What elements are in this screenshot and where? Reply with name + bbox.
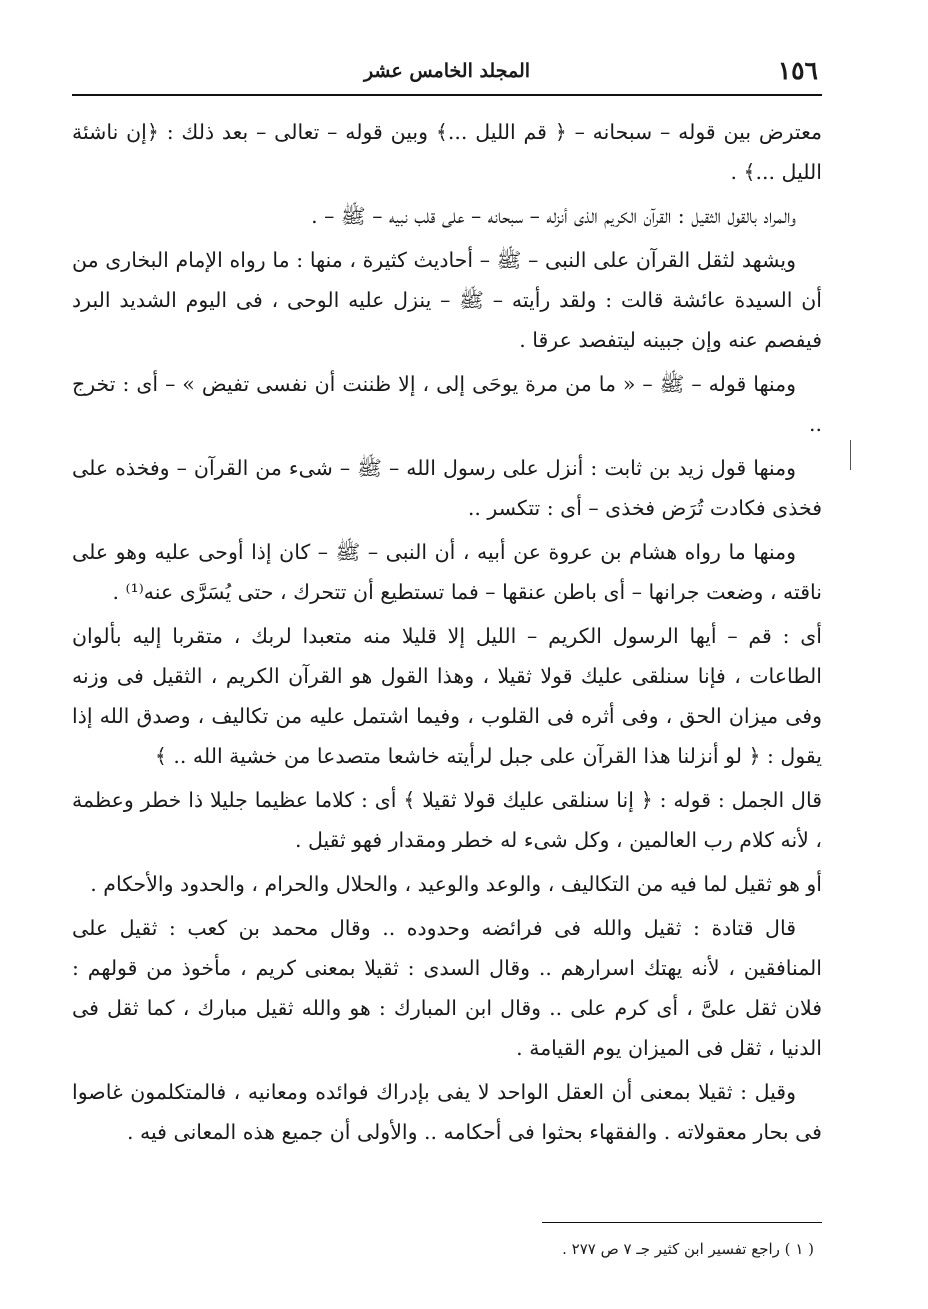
page-header	[72, 50, 822, 90]
paragraph: ومنها قول زيد بن ثابت : أنزل على رسول الله – ﷺ – شىء من القرآن – وفخذه على فخذى فكادت تُرَض فخذى – أى : تتكسر ..	[72, 456, 822, 520]
footnote-rule	[542, 1222, 822, 1223]
footnote: ( ١ ) راجع تفسير ابن كثير جـ ٧ ص ٢٧٧ .	[562, 1240, 814, 1258]
paragraph: أو هو ثقيل لما فيه من التكاليف ، والوعد والوعيد ، والحلال والحرام ، والحدود والأحكام .	[90, 872, 822, 896]
paragraph: ويشهد لثقل القرآن على النبى – ﷺ – أحاديث كثيرة ، منها : ما رواه الإمام البخارى من أن السيدة عائشة قالت : ولقد رأيته – ﷺ – ينزل عليه الوحى ، فى اليوم الشديد البرد فيفصم عنه وإن جبينه ليتفصد عرقا .	[72, 248, 822, 352]
book-page	[72, 50, 822, 1290]
paragraph: ومنها ما رواه هشام بن عروة عن أبيه ، أن النبى – ﷺ – كان إذا أوحى عليه وهو على ناقته ، وضعت جرانها – أى باطن عنقها – فما تستطيع أن تتحرك ، حتى يُسَرَّى عنه⁽¹⁾ .	[72, 540, 822, 604]
margin-mark	[850, 440, 851, 470]
paragraph: وقيل : ثقيلا بمعنى أن العقل الواحد لا يفى بإدراك فوائده ومعانيه ، فالمتكلمون غاصوا فى بحار معقولاته . والفقهاء بحثوا فى أحكامه .. والأولى أن جميع هذه المعانى فيه .	[72, 1080, 822, 1144]
main-text	[72, 112, 822, 1156]
page-number: ١٥٦	[777, 56, 818, 85]
paragraph: قال قتادة : ثقيل والله فى فرائضه وحدوده .. وقال محمد بن كعب : ثقيل على المنافقين ، لأنه يهتك اسرارهم .. وقال السدى : ثقيلا بمعنى كريم ، مأخوذ من قولهم : فلان ثقل علىَّ ، أى كرم على .. وقال ابن المبارك : هو والله ثقيل مبارك ، كما ثقل فى الدنيا ، ثقل فى الميزان يوم القيامة .	[72, 916, 822, 1060]
paragraph: قال الجمل : قوله : ﴿ إنا سنلقى عليك قولا ثقيلا ﴾ أى : كلاما عظيما جليلا ذا خطر وعظمة ، لأنه كلام رب العالمين ، وكل شىء له خطر ومقدار فهو ثقيل .	[72, 788, 822, 852]
paragraph: أى : قم – أيها الرسول الكريم – الليل إلا قليلا منه متعبدا لربك ، متقربا إليه بألوان الطاعات ، فإنا سنلقى عليك قولا ثقيلا ، وهذا القول هو القرآن الكريم ، الثقيل فى وزنه وفى ميزان الحق ، وفى أثره فى القلوب ، وفيما اشتمل عليه من تكاليف ، وصدق الله إذا يقول : ﴿ لو أنزلنا هذا القرآن على جبل لرأيته خاشعا متصدعا من خشية الله .. ﴾	[72, 624, 822, 768]
paragraph: ومنها قوله – ﷺ – « ما من مرة يوحَى إلى ، إلا ظننت أن نفسى تفيض » – أى : تخرج ..	[72, 372, 822, 436]
header-rule	[72, 94, 822, 96]
paragraph: معترض بين قوله – سبحانه – ﴿ قم الليل ...﴾ وبين قوله – تعالى – بعد ذلك : ﴿إن ناشئة الليل ...﴾ .	[72, 120, 822, 184]
paragraph: والمراد بالقول الثقيل : القرآن الكريم الذى أنزله – سبحانه – على قلب نبيه – ﷺ – .	[311, 204, 796, 228]
volume-title: المجلد الخامس عشر	[363, 60, 531, 82]
